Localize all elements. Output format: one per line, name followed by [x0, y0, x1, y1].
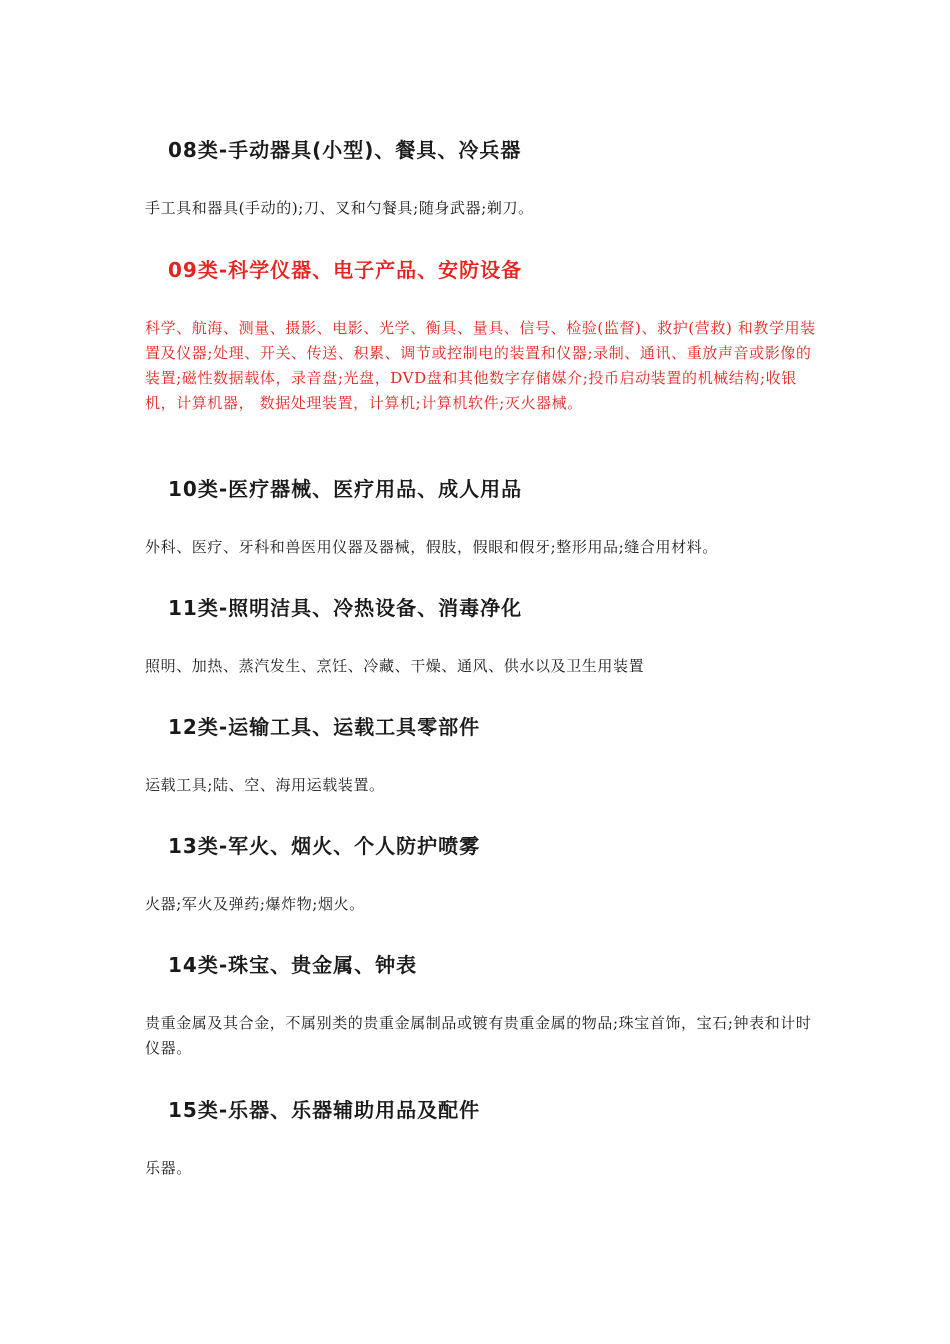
section-heading-12: 12类-运输工具、运载工具零部件 [168, 715, 481, 739]
section-heading-14: 14类-珠宝、贵金属、钟表 [168, 953, 418, 977]
section-heading-10: 10类-医疗器械、医疗用品、成人用品 [168, 477, 523, 501]
section-body-15: 乐器。 [145, 1159, 192, 1177]
section-heading-15: 15类-乐器、乐器辅助用品及配件 [168, 1098, 481, 1122]
section-body-11: 照明、加热、蒸汽发生、烹饪、冷藏、干燥、通风、供水以及卫生用装置 [145, 657, 645, 675]
section-heading-13: 13类-军火、烟火、个人防护喷雾 [168, 834, 481, 858]
section-body-13: 火器;军火及弹药;爆炸物;烟火。 [145, 895, 365, 913]
section-heading-08: 08类-手动器具(小型)、餐具、冷兵器 [168, 138, 522, 162]
section-body-14: 贵重金属及其合金，不属别类的贵重金属制品或镀有贵重金属的物品;珠宝首饰，宝石;钟表和计时仪器。 [145, 1014, 812, 1057]
section-body-10: 外科、医疗、牙科和兽医用仪器及器械，假肢，假眼和假牙;整形用品;缝合用材料。 [145, 538, 718, 556]
section-heading-09: 09类-科学仪器、电子产品、安防设备 [168, 258, 523, 282]
section-body-08: 手工具和器具(手动的);刀、叉和勺餐具;随身武器;剃刀。 [145, 199, 534, 217]
section-body-12: 运载工具;陆、空、海用运载装置。 [145, 776, 385, 794]
section-body-09: 科学、航海、测量、摄影、电影、光学、衡具、量具、信号、检验(监督)、救护(营救) 和教学用装置及仪器;处理、开关、传送、积累、调节或控制电的装置和仪器;录制、通讯、重放声音或影像的 装置;磁性数据载体，录音盘;光盘，DVD盘和其他数字存储媒介;投币启动装置的机械结构;收银机，计算机器， 数据处理装置，计算机;计算机软件;灭火器械。 [145, 319, 816, 412]
section-heading-11: 11类-照明洁具、冷热设备、消毒净化 [168, 596, 523, 620]
